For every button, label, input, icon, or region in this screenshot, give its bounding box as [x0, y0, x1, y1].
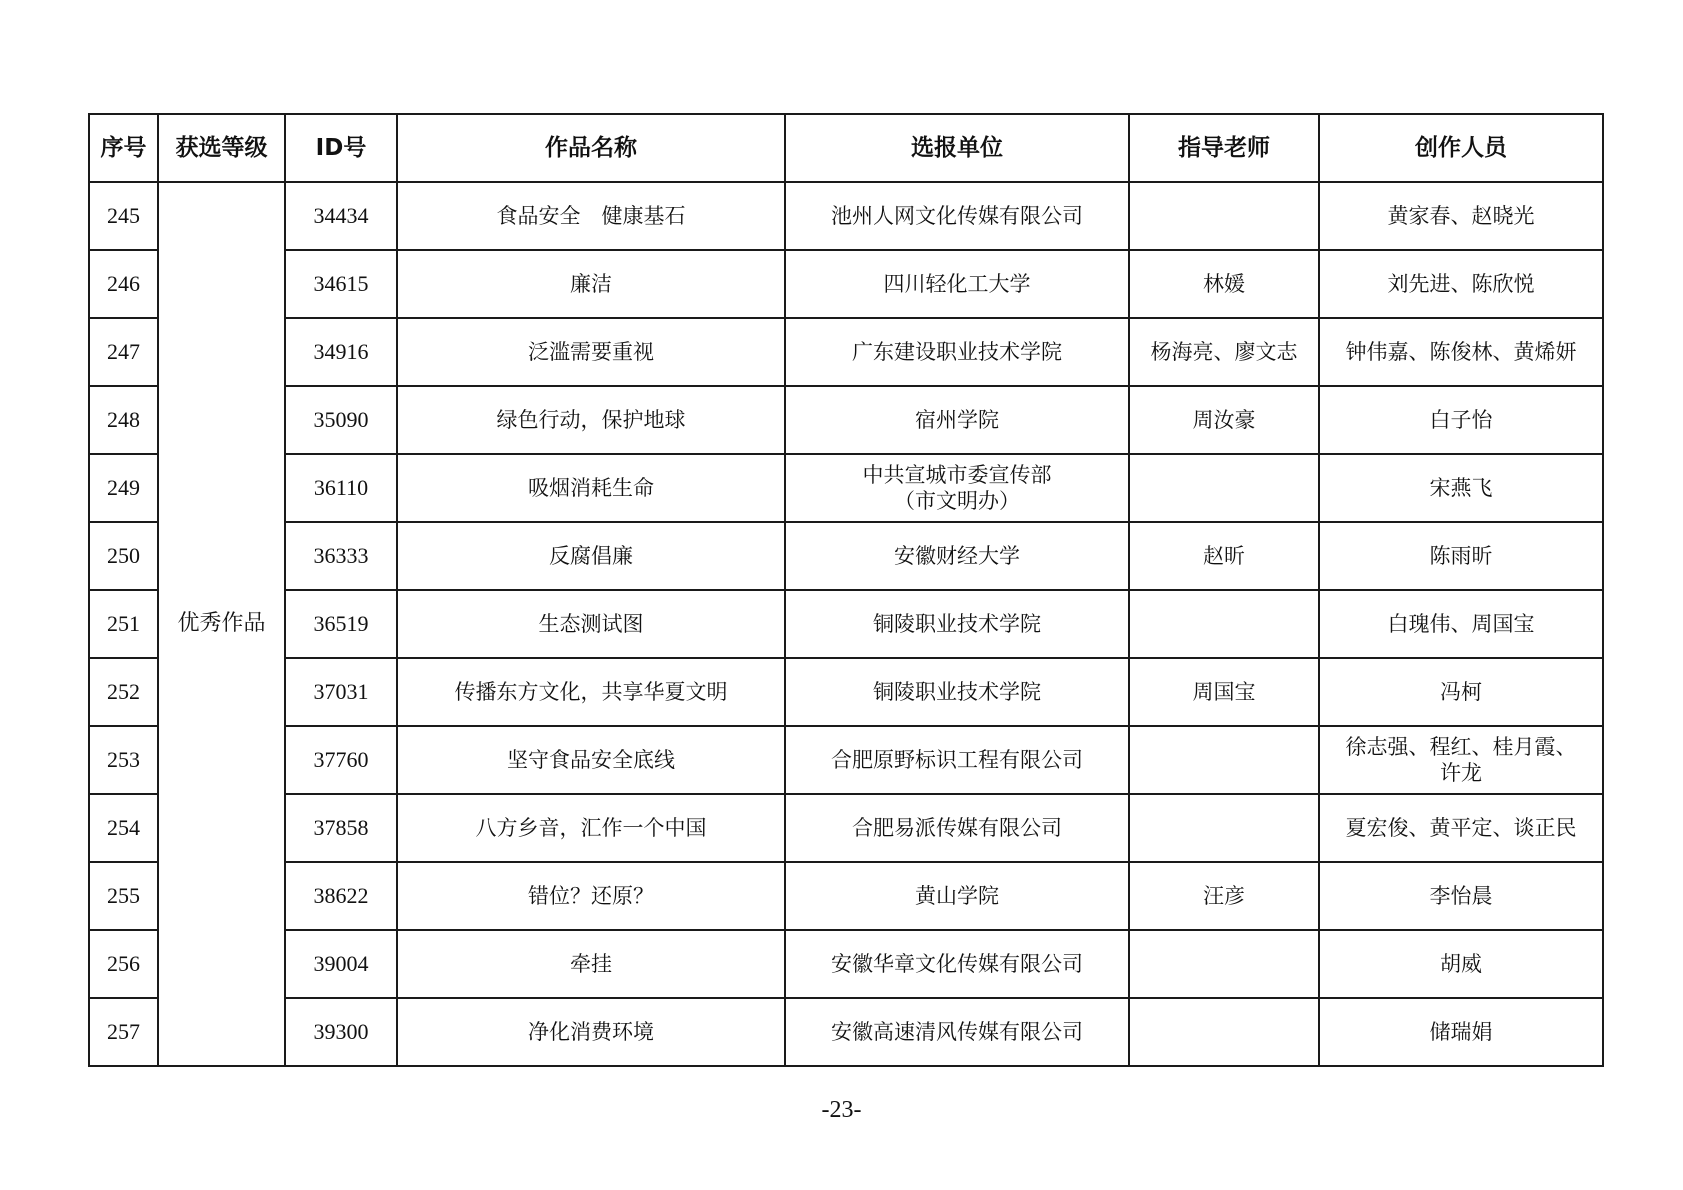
cell-creators: 李怡晨 [1319, 862, 1603, 930]
cell-title: 牵挂 [397, 930, 785, 998]
cell-advisor [1129, 794, 1319, 862]
cell-creators: 黄家春、赵晓光 [1319, 182, 1603, 250]
cell-seq: 248 [89, 386, 158, 454]
cell-unit: 安徽高速清风传媒有限公司 [785, 998, 1129, 1066]
cell-title: 传播东方文化，共享华夏文明 [397, 658, 785, 726]
cell-tier: 优秀作品 [158, 182, 285, 1066]
cell-id: 36110 [285, 454, 397, 522]
page-number: -23- [821, 1097, 862, 1123]
cell-advisor: 周汝豪 [1129, 386, 1319, 454]
cell-seq: 256 [89, 930, 158, 998]
table-row [89, 998, 1603, 1066]
cell-creators: 白子怡 [1319, 386, 1603, 454]
cell-title: 食品安全 健康基石 [397, 182, 785, 250]
cell-title: 廉洁 [397, 250, 785, 318]
cell-id: 37031 [285, 658, 397, 726]
header-tier: 获选等级 [158, 114, 285, 182]
table-header [89, 114, 1603, 182]
cell-advisor: 杨海亮、廖文志 [1129, 318, 1319, 386]
cell-advisor: 周国宝 [1129, 658, 1319, 726]
cell-unit: 四川轻化工大学 [785, 250, 1129, 318]
table-row [89, 726, 1603, 794]
cell-seq: 257 [89, 998, 158, 1066]
table-row [89, 318, 1603, 386]
cell-id: 37858 [285, 794, 397, 862]
cell-id: 34916 [285, 318, 397, 386]
table-row [89, 930, 1603, 998]
cell-creators: 夏宏俊、黄平定、谈正民 [1319, 794, 1603, 862]
table-row [89, 250, 1603, 318]
cell-id: 38622 [285, 862, 397, 930]
cell-advisor [1129, 454, 1319, 522]
cell-advisor [1129, 590, 1319, 658]
header-title: 作品名称 [397, 114, 785, 182]
table-body [89, 182, 1603, 1066]
cell-title: 八方乡音，汇作一个中国 [397, 794, 785, 862]
cell-seq: 249 [89, 454, 158, 522]
cell-advisor [1129, 726, 1319, 794]
cell-id: 37760 [285, 726, 397, 794]
header-advisor: 指导老师 [1129, 114, 1319, 182]
header-creators: 创作人员 [1319, 114, 1603, 182]
cell-seq: 250 [89, 522, 158, 590]
cell-title: 净化消费环境 [397, 998, 785, 1066]
table-row [89, 182, 1603, 250]
header-row [89, 114, 1603, 182]
cell-advisor [1129, 930, 1319, 998]
table-row [89, 590, 1603, 658]
cell-creators: 钟伟嘉、陈俊林、黄烯妍 [1319, 318, 1603, 386]
cell-unit: 合肥原野标识工程有限公司 [785, 726, 1129, 794]
cell-unit: 黄山学院 [785, 862, 1129, 930]
cell-title: 绿色行动，保护地球 [397, 386, 785, 454]
cell-creators: 储瑞娟 [1319, 998, 1603, 1066]
header-unit: 选报单位 [785, 114, 1129, 182]
cell-id: 35090 [285, 386, 397, 454]
cell-title: 生态测试图 [397, 590, 785, 658]
awards-table [88, 113, 1604, 1067]
cell-unit: 安徽财经大学 [785, 522, 1129, 590]
cell-creators: 陈雨昕 [1319, 522, 1603, 590]
header-seq: 序号 [89, 114, 158, 182]
cell-creators: 冯柯 [1319, 658, 1603, 726]
table-row [89, 522, 1603, 590]
cell-id: 39004 [285, 930, 397, 998]
cell-creators: 白瑰伟、周国宝 [1319, 590, 1603, 658]
cell-id: 39300 [285, 998, 397, 1066]
cell-title: 坚守食品安全底线 [397, 726, 785, 794]
cell-title: 泛滥需要重视 [397, 318, 785, 386]
cell-id: 34615 [285, 250, 397, 318]
cell-creators: 刘先进、陈欣悦 [1319, 250, 1603, 318]
cell-unit: 广东建设职业技术学院 [785, 318, 1129, 386]
cell-title: 吸烟消耗生命 [397, 454, 785, 522]
table-row [89, 794, 1603, 862]
table-row [89, 454, 1603, 522]
cell-id: 36519 [285, 590, 397, 658]
cell-seq: 251 [89, 590, 158, 658]
cell-unit: 安徽华章文化传媒有限公司 [785, 930, 1129, 998]
cell-creators: 宋燕飞 [1319, 454, 1603, 522]
cell-advisor: 汪彦 [1129, 862, 1319, 930]
cell-seq: 247 [89, 318, 158, 386]
cell-creators: 胡威 [1319, 930, 1603, 998]
table-row [89, 862, 1603, 930]
cell-unit: 池州人网文化传媒有限公司 [785, 182, 1129, 250]
cell-seq: 255 [89, 862, 158, 930]
cell-seq: 254 [89, 794, 158, 862]
cell-seq: 245 [89, 182, 158, 250]
cell-unit: 铜陵职业技术学院 [785, 590, 1129, 658]
cell-id: 34434 [285, 182, 397, 250]
cell-seq: 252 [89, 658, 158, 726]
cell-advisor: 林媛 [1129, 250, 1319, 318]
cell-seq: 253 [89, 726, 158, 794]
cell-advisor: 赵昕 [1129, 522, 1319, 590]
cell-title: 错位？还原？ [397, 862, 785, 930]
cell-title: 反腐倡廉 [397, 522, 785, 590]
cell-advisor [1129, 182, 1319, 250]
cell-seq: 246 [89, 250, 158, 318]
cell-unit: 合肥易派传媒有限公司 [785, 794, 1129, 862]
cell-creators: 徐志强、程红、桂月霞、 许龙 [1319, 726, 1603, 794]
table-row [89, 658, 1603, 726]
header-id: ID号 [285, 114, 397, 182]
cell-id: 36333 [285, 522, 397, 590]
cell-unit: 中共宣城市委宣传部 （市文明办） [785, 454, 1129, 522]
cell-unit: 宿州学院 [785, 386, 1129, 454]
cell-advisor [1129, 998, 1319, 1066]
table-row [89, 386, 1603, 454]
cell-unit: 铜陵职业技术学院 [785, 658, 1129, 726]
